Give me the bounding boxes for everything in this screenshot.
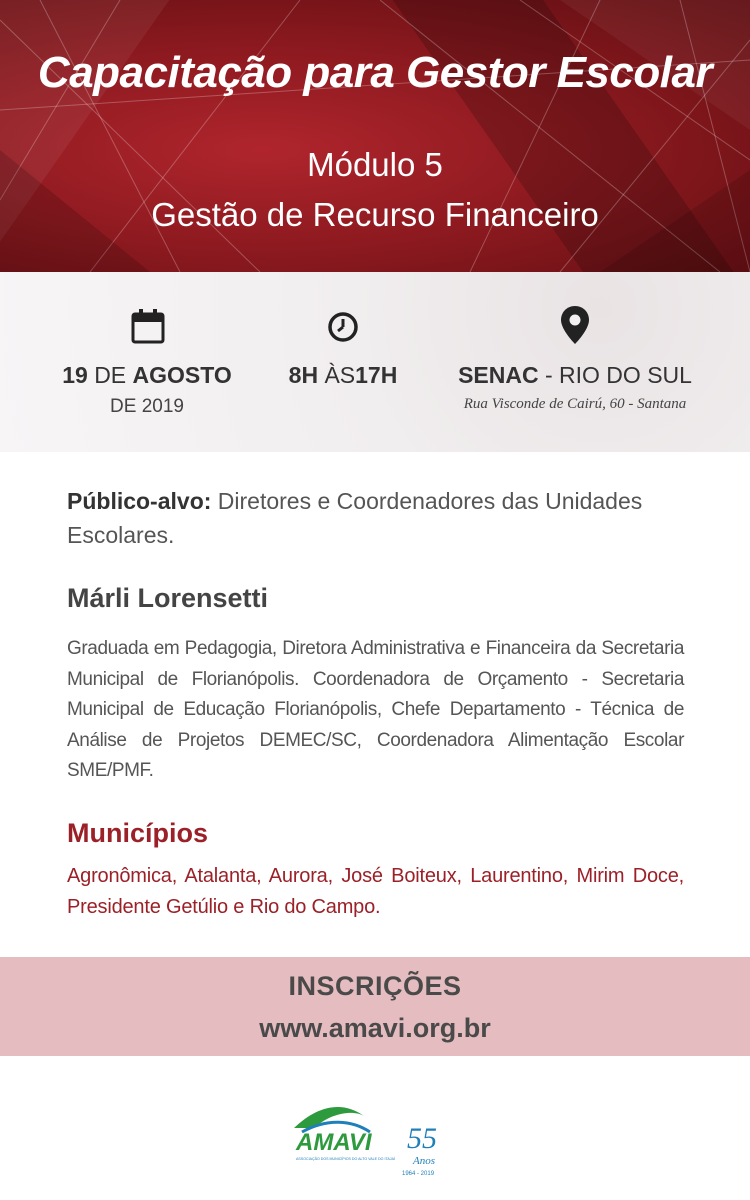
module-number: Módulo 5	[307, 146, 443, 183]
logo-name: AMAVI	[296, 1129, 372, 1156]
registration-band	[0, 957, 750, 1056]
event-time	[273, 362, 413, 389]
municipalities-title: Municípios	[67, 818, 208, 848]
date-de: DE	[94, 362, 127, 388]
audience-text: Diretores e Coordenadores das Unidades Escolares.	[67, 488, 643, 548]
place-name: SENAC	[458, 362, 539, 388]
location-pin-icon	[560, 305, 590, 345]
speaker-name: Márli Lorensetti	[67, 583, 269, 613]
logo-years: 55	[407, 1122, 437, 1155]
speaker-bio: Graduada em Pedagogia, Diretora Administrativa e Financeira da Secretaria Municipal de Florianópolis. Coordenadora de Orçamento - Secretaria Municipal de Educação Florianópolis, Chefe Departamento - Técnica de Análise de Projetos DEMEC/SC, Coordenadora Alimentação Escolar SME/PMF.	[67, 638, 684, 781]
audience-label: Público-alvo:	[67, 488, 212, 514]
place-address: Rua Visconde de Cairú, 60 - Santana	[463, 396, 687, 412]
logo-years-word: Anos	[413, 1155, 435, 1167]
page-title: Capacitação para Gestor Escolar	[37, 48, 713, 97]
event-date	[62, 362, 232, 389]
date-month: AGOSTO	[132, 362, 232, 388]
header-banner	[0, 0, 750, 272]
registration-link[interactable]: www.amavi.org.br	[259, 1013, 491, 1043]
municipalities-list: Agronômica, Atalanta, Aurora, José Boiteux, Laurentino, Mirim Doce, Presidente Getúlio e Rio do Campo.	[67, 865, 684, 918]
place-city: - RIO DO SUL	[544, 362, 692, 388]
logo-caption: ASSOCIAÇÃO DOS MUNICÍPIOS DO ALTO VALE DO ITAJAÍ	[296, 1157, 395, 1161]
logo-period: 1964 - 2019	[402, 1171, 435, 1177]
calendar-icon	[131, 308, 165, 344]
time-start: 8H	[288, 362, 319, 388]
time-separator: ÀS	[324, 362, 356, 388]
registration-title: INSCRIÇÕES	[288, 971, 462, 1001]
target-audience	[67, 484, 684, 552]
clock-icon	[327, 311, 359, 343]
event-place	[450, 362, 700, 389]
module-subtitle: Gestão de Recurso Financeiro	[151, 196, 599, 233]
date-day: 19	[62, 362, 88, 388]
time-end: 17H	[355, 362, 398, 388]
event-year: DE 2019	[110, 396, 184, 417]
amavi-logo	[292, 1098, 462, 1178]
event-info-band	[0, 272, 750, 452]
